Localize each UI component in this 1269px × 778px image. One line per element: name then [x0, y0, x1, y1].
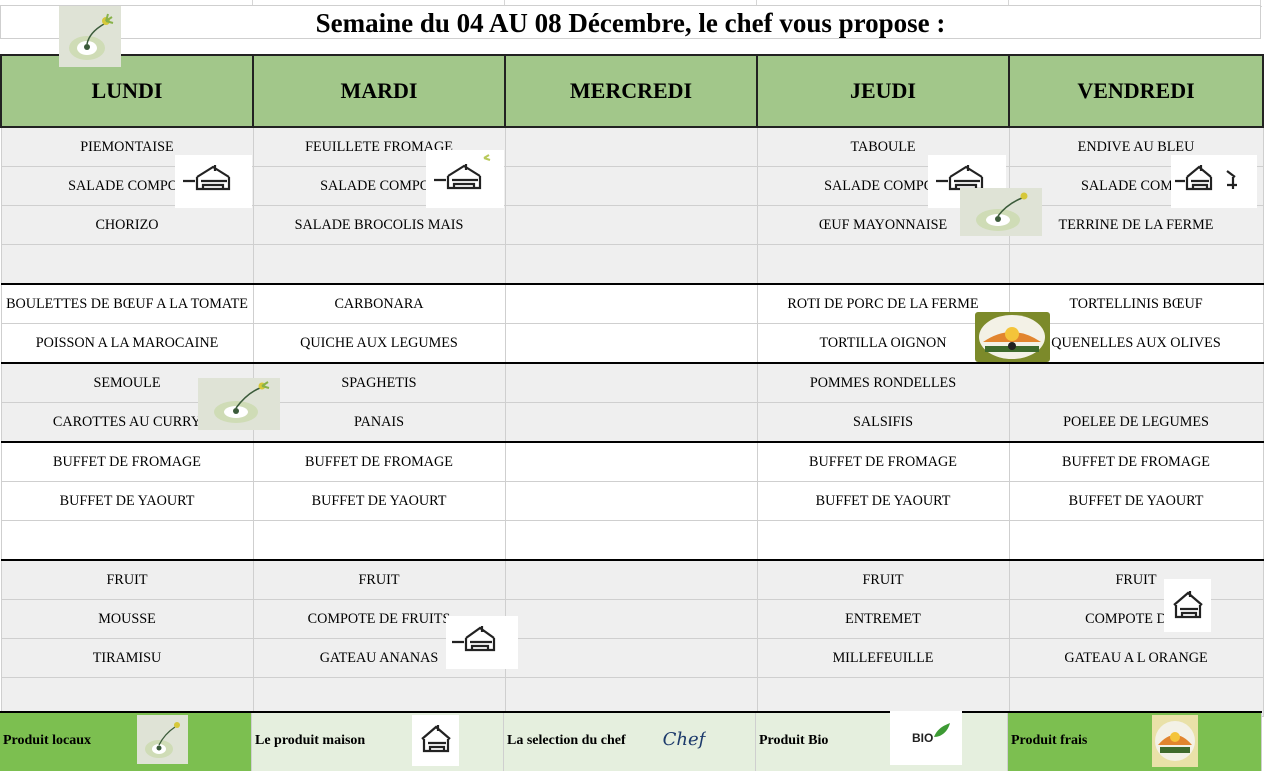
table-row	[1, 324, 1263, 364]
house-icon	[412, 715, 459, 766]
table-row	[1, 206, 1263, 245]
menu-cell: FRUIT	[1009, 560, 1263, 600]
day-header: LUNDI	[1, 55, 253, 127]
menu-cell: TORTELLINIS BŒUF	[1009, 284, 1263, 324]
menu-cell	[505, 600, 757, 639]
menu-cell: FRUIT	[253, 560, 505, 600]
menu-cell: GATEAU A L ORANGE	[1009, 639, 1263, 678]
menu-cell: SALADE COMPOS	[757, 167, 1009, 206]
menu-cell: FEUILLETE FROMAGE	[253, 127, 505, 167]
menu-cell	[505, 206, 757, 245]
menu-cell: POELEE DE LEGUMES	[1009, 403, 1263, 443]
legend-chef	[504, 713, 756, 771]
menu-cell: CHORIZO	[1, 206, 253, 245]
house-icon-tue-cake	[446, 616, 518, 669]
menu-cell	[505, 245, 757, 285]
menu-cell: FRUIT	[1, 560, 253, 600]
menu-cell	[1009, 363, 1263, 403]
menu-cell: BOULETTES DE BŒUF A LA TOMATE	[1, 284, 253, 324]
olive-logo-icon	[137, 715, 188, 764]
table-row	[1, 284, 1263, 324]
menu-cell: SALADE COMPO	[1009, 167, 1263, 206]
table-row	[1, 363, 1263, 403]
menu-cell	[757, 521, 1009, 561]
menu-cell: BUFFET DE FROMAGE	[1, 442, 253, 482]
menu-cell: MILLEFEUILLE	[757, 639, 1009, 678]
menu-cell: BUFFET DE YAOURT	[1009, 482, 1263, 521]
menu-cell: TIRAMISU	[1, 639, 253, 678]
menu-cell	[505, 167, 757, 206]
menu-cell: BUFFET DE FROMAGE	[1009, 442, 1263, 482]
day-header: MARDI	[253, 55, 505, 127]
menu-cell: SALADE COMPOS	[1, 167, 253, 206]
menu-cell: PANAIS	[253, 403, 505, 443]
table-row	[1, 521, 1263, 561]
legend-frais	[1008, 713, 1262, 771]
day-header: MERCREDI	[505, 55, 757, 127]
days-header-row	[1, 55, 1263, 127]
menu-cell: TABOULE	[757, 127, 1009, 167]
menu-cell: MOUSSE	[1, 600, 253, 639]
table-row	[1, 245, 1263, 285]
menu-cell: TERRINE DE LA FERME	[1009, 206, 1263, 245]
menu-cell	[505, 284, 757, 324]
menu-cell: QUICHE AUX LEGUMES	[253, 324, 505, 364]
table-row	[1, 482, 1263, 521]
menu-cell	[505, 324, 757, 364]
local-product-logo-title	[59, 6, 121, 67]
chef-logo-icon	[662, 717, 706, 757]
legend-bar	[0, 711, 1262, 771]
table-row	[1, 639, 1263, 678]
menu-cell: SALADE COMPOS	[253, 167, 505, 206]
menu-cell	[253, 245, 505, 285]
menu-cell	[757, 245, 1009, 285]
bio-logo-text: BIO	[912, 731, 934, 745]
menu-cell: QUENELLES AUX OLIVES	[1009, 324, 1263, 364]
menu-cell	[1009, 521, 1263, 561]
leaf-icon	[932, 721, 952, 741]
menu-cell: COMPOTE DE FRUITS	[253, 600, 505, 639]
menu-cell	[505, 560, 757, 600]
menu-cell	[505, 127, 757, 167]
menu-cell: POISSON A LA MAROCAINE	[1, 324, 253, 364]
farm-logo-icon	[1152, 715, 1198, 767]
menu-cell: BUFFET DE YAOURT	[757, 482, 1009, 521]
house-icon-fri-dessert	[1164, 579, 1211, 632]
menu-cell: ENDIVE AU BLEU	[1009, 127, 1263, 167]
menu-cell: SALSIFIS	[757, 403, 1009, 443]
menu-table	[0, 54, 1264, 717]
house-icon-mon	[175, 155, 252, 208]
table-row	[1, 600, 1263, 639]
menu-cell	[1, 521, 253, 561]
menu-cell: SPAGHETIS	[253, 363, 505, 403]
menu-cell: GATEAU ANANAS	[253, 639, 505, 678]
menu-cell: BUFFET DE YAOURT	[1, 482, 253, 521]
menu-cell	[505, 521, 757, 561]
menu-cell	[1, 245, 253, 285]
menu-cell: BUFFET DE FROMAGE	[757, 442, 1009, 482]
menu-cell	[253, 521, 505, 561]
house-icon-fri	[1171, 155, 1257, 208]
day-header: JEUDI	[757, 55, 1009, 127]
menu-cell: BUFFET DE FROMAGE	[253, 442, 505, 482]
menu-cell	[505, 639, 757, 678]
menu-cell	[1009, 245, 1263, 285]
legend-maison	[252, 713, 504, 771]
menu-cell	[505, 403, 757, 443]
menu-cell	[505, 363, 757, 403]
menu-cell: CAROTTES AU CURRY	[1, 403, 253, 443]
chef-logo-text: Chef	[662, 729, 706, 750]
menu-cell: BUFFET DE YAOURT	[253, 482, 505, 521]
menu-cell: FRUIT	[757, 560, 1009, 600]
menu-cell: ŒUF MAYONNAISE	[757, 206, 1009, 245]
title-bar	[0, 5, 1261, 39]
legend-frais-label: Produit frais	[1011, 733, 1088, 748]
legend-bio-label: Produit Bio	[759, 733, 829, 748]
local-product-logo-thu	[960, 188, 1042, 236]
table-row	[1, 403, 1263, 443]
menu-cell: ENTREMET	[757, 600, 1009, 639]
page-title: Semaine du 04 AU 08 Décembre, le chef vous propose :	[315, 8, 946, 38]
legend-bio	[756, 713, 1008, 771]
legend-maison-label: Le produit maison	[255, 733, 366, 748]
menu-cell: CARBONARA	[253, 284, 505, 324]
fresh-product-logo-thu	[975, 312, 1050, 362]
menu-cell: COMPOTE DE F	[1009, 600, 1263, 639]
local-product-logo-mon	[198, 378, 280, 430]
menu-cell	[505, 442, 757, 482]
legend-local-label: Produit locaux	[3, 733, 92, 748]
menu-cell: PIEMONTAISE	[1, 127, 253, 167]
day-header: VENDREDI	[1009, 55, 1263, 127]
table-row	[1, 560, 1263, 600]
menu-cell: ROTI DE PORC DE LA FERME	[757, 284, 1009, 324]
house-icon-tue-salad	[426, 150, 504, 208]
menu-cell	[505, 482, 757, 521]
legend-chef-label: La selection du chef	[507, 733, 626, 748]
bio-logo	[890, 711, 962, 765]
table-row	[1, 442, 1263, 482]
menu-cell: POMMES RONDELLES	[757, 363, 1009, 403]
menu-cell: SALADE BROCOLIS MAIS	[253, 206, 505, 245]
menu-cell: SEMOULE	[1, 363, 253, 403]
legend-local	[0, 713, 252, 771]
menu-cell: TORTILLA OIGNON	[757, 324, 1009, 364]
